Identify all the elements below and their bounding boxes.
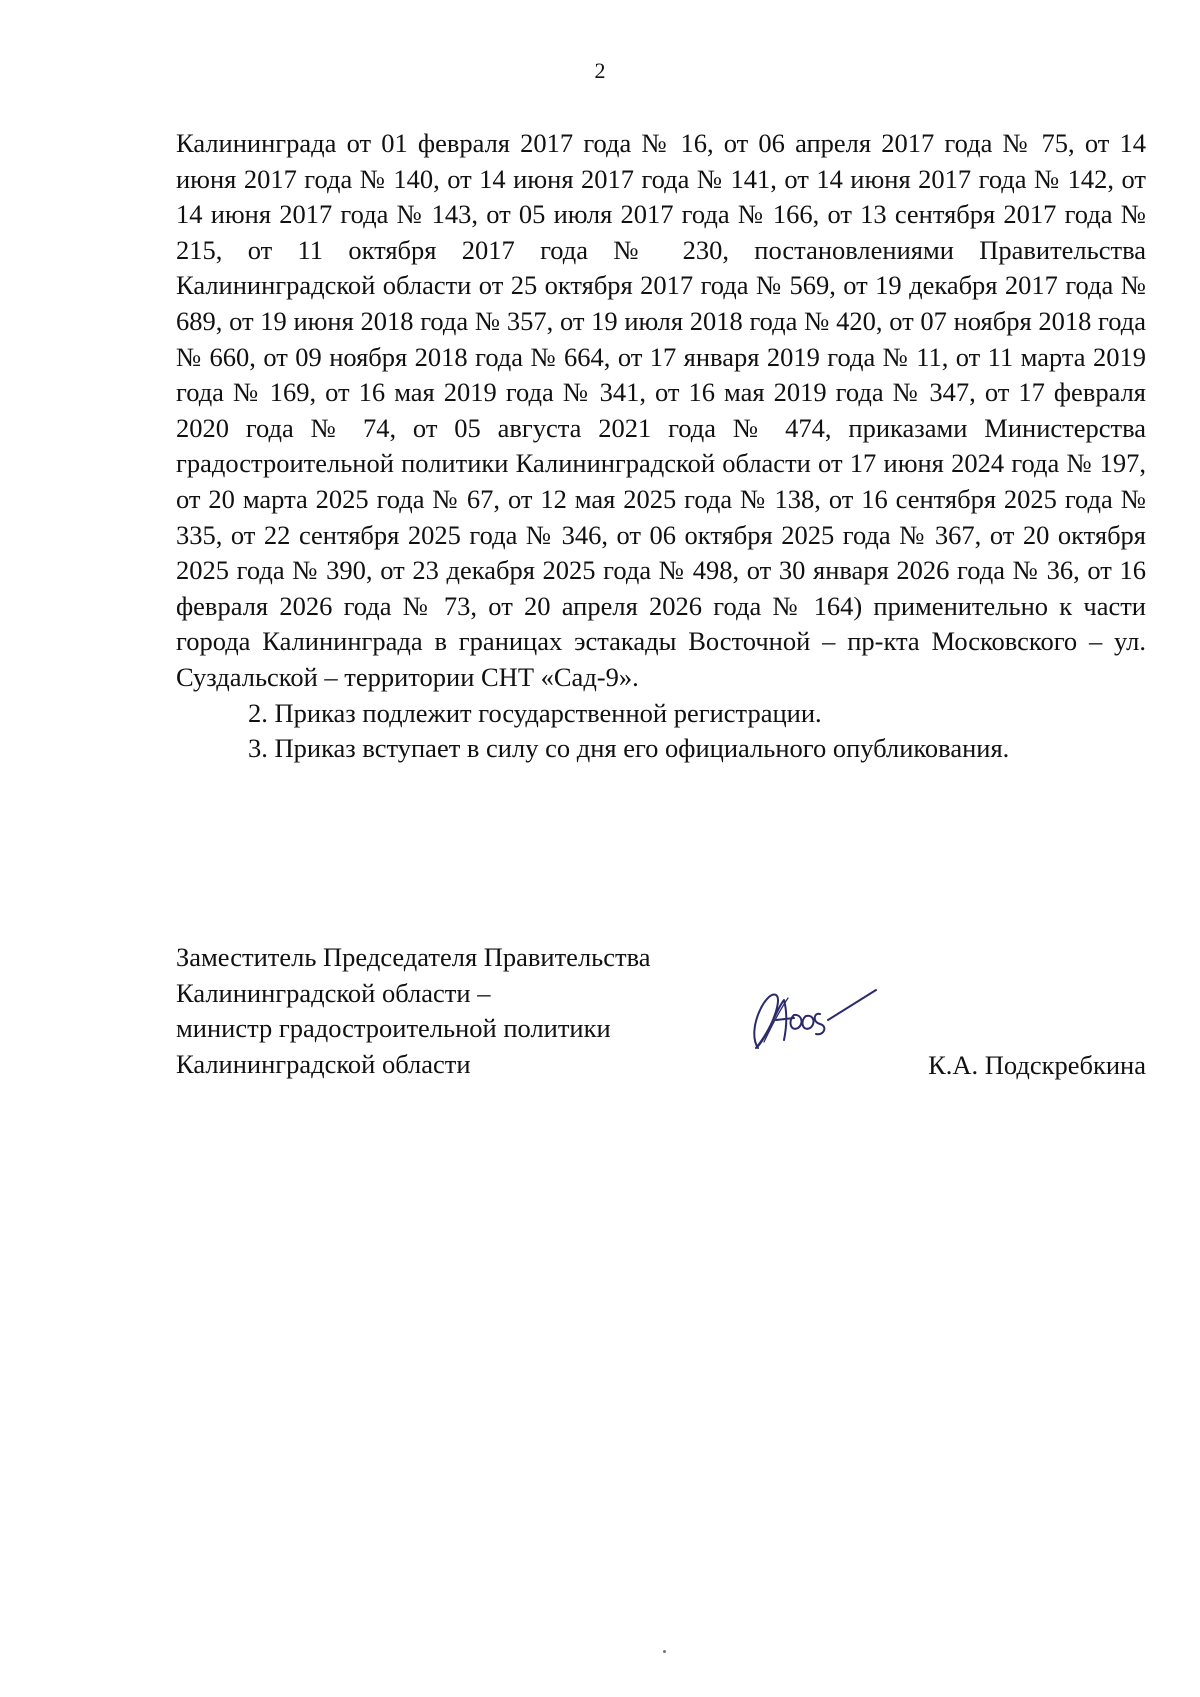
signature-block	[176, 940, 1146, 1090]
paragraph-item-3: 3. Приказ вступает в силу со дня его официального опубликования.	[248, 733, 1010, 764]
signer-title-line: Калининградской области –	[176, 977, 491, 1008]
signer-title-line: министр градостроительной политики	[176, 1013, 611, 1044]
scan-artifact-dot	[663, 1650, 666, 1653]
signer-name: К.А. Подскребкина	[928, 1050, 1146, 1080]
signer-title-line: Заместитель Председателя Правительства	[176, 942, 651, 972]
handwritten-signature	[736, 970, 886, 1060]
document-body	[176, 126, 1146, 767]
page-number: 2	[594, 58, 606, 83]
paragraph-main: Калининграда от 01 февраля 2017 года № 16, от 06 апреля 2017 года № 75, от 14 июня 2017 года № 140, от 14 июня 2017 года № 141, от 14 июня 2017 года № 142, от 14 июня 2017 года № 143, от 05 июля 2017 года № 166, от 13 сентября 2017 года № 215, от 11 октября 2017 года № 230, постановлениями Правительства Калининградской области от 25 октября 2017 года № 569, от 19 декабря 2017 года № 689, от 19 июня 2018 года № 357, от 19 июля 2018 года № 420, от 07 ноября 2018 года № 660, от 09 ноября 2018 года № 664, от 17 января 2019 года № 11, от 11 марта 2019 года № 169, от 16 мая 2019 года № 341, от 16 мая 2019 года № 347, от 17 февраля 2020 года № 74, от 05 августа 2021 года № 474, приказами Министерства градостроительной политики Калининградской области от 17 июня 2024 года № 197, от 20 марта 2025 года № 67, от 12 мая 2025 года № 138, от 16 сентября 2025 года № 335, от 22 сентября 2025 года № 346, от 06 октября 2025 года № 367, от 20 октября 2025 года № 390, от 23 декабря 2025 года № 498, от 30 января 2026 года № 36, от 16 февраля 2026 года № 73, от 20 апреля 2026 года № 164) применительно к части города Калининграда в границах эстакады Восточной – пр-кта Московского – ул. Суздальской – территории СНТ «Сад-9».	[176, 128, 1146, 692]
signer-title	[176, 940, 736, 1082]
signer-title-line: Калининградской области	[176, 1048, 471, 1079]
paragraph-item-2: 2. Приказ подлежит государственной регистрации.	[248, 697, 822, 728]
